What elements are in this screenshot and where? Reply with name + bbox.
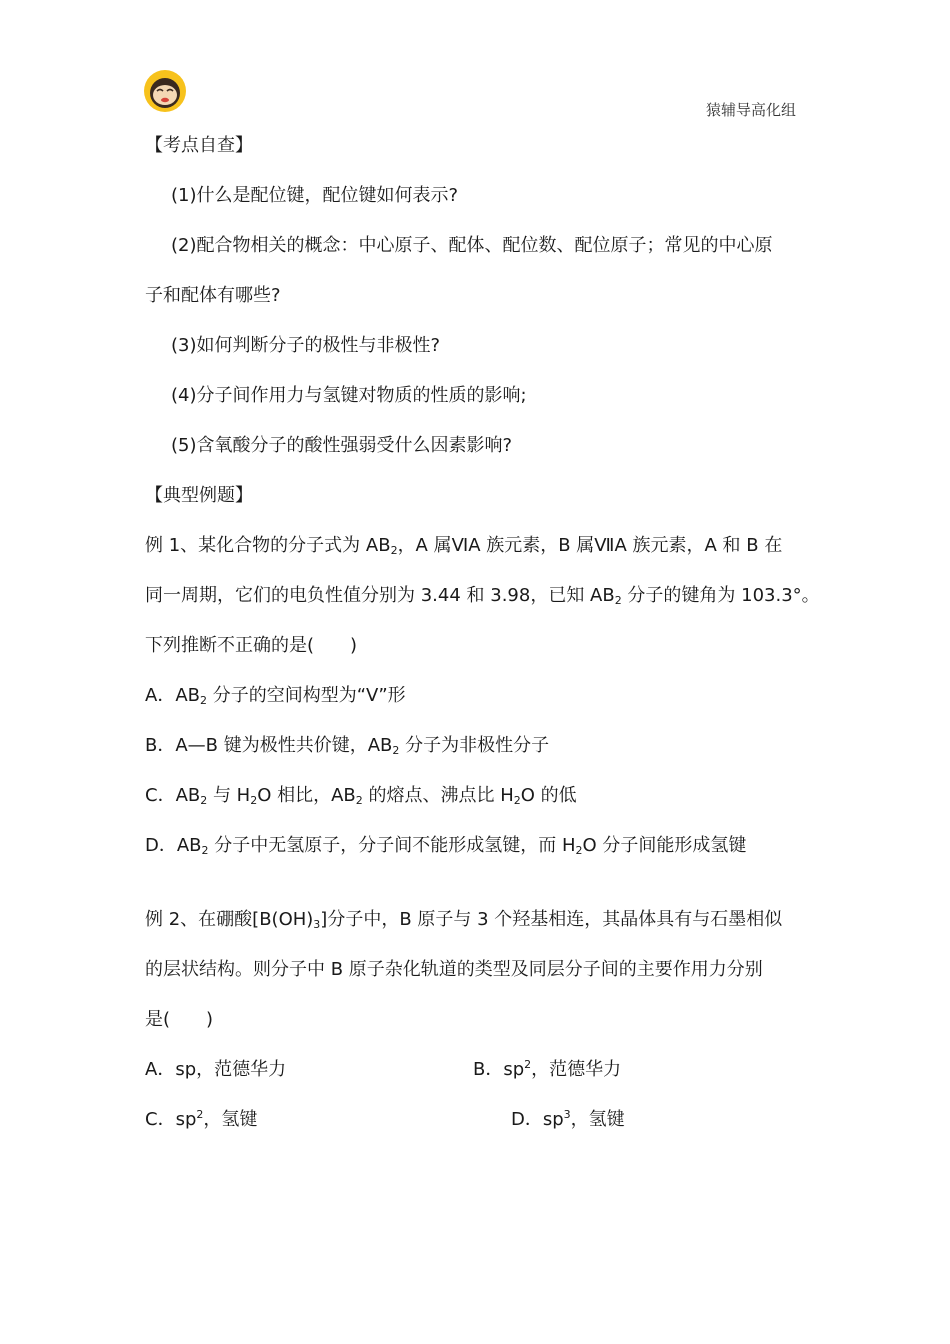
- example2-option-c: C．$sp^2$，氢键: [145, 1108, 258, 1130]
- example2-option-b: B．$sp^2$，范德华力: [473, 1058, 622, 1080]
- example1-line3: 下列推断不正确的是( ): [145, 635, 358, 656]
- example1-option-a: A．$AB_2$ 分子的空间构型为“V”形: [145, 685, 406, 707]
- monkey-logo-icon: [143, 69, 187, 113]
- example2-option-d: D．$sp^3$，氢键: [511, 1108, 625, 1130]
- example1-option-b: B．A—B 键为极性共价键，$AB_2$ 分子为非极性分子: [145, 735, 550, 757]
- example2-option-a: A．sp，范德华力: [145, 1059, 287, 1080]
- header-org-name: 猿辅导高化组: [706, 101, 797, 119]
- review-heading: 【考点自查】: [145, 135, 253, 156]
- example1-line2: 同一周期，它们的电负性值分别为 3.44 和 3.98，已知 $AB_2$ 分子的键角为 103.3°。: [145, 585, 820, 607]
- example2-line1: 例 2、在硼酸$[B(OH)_3]$分子中，B 原子与 3 个羟基相连，其晶体具有与石墨相似: [145, 909, 783, 931]
- review-q3: (3)如何判断分子的极性与非极性?: [171, 335, 441, 356]
- review-q1: (1)什么是配位键，配位键如何表示?: [171, 185, 459, 206]
- review-q2-line2: 子和配体有哪些?: [145, 285, 281, 306]
- examples-heading: 【典型例题】: [145, 485, 253, 506]
- review-q5: (5)含氧酸分子的酸性强弱受什么因素影响?: [171, 435, 513, 456]
- example1-option-d: D．$AB_2$ 分子中无氢原子，分子间不能形成氢键，而 $H_2O$ 分子间能形成氢键: [145, 835, 747, 857]
- example2-line3: 是( ): [145, 1009, 214, 1030]
- review-q2-line1: (2)配合物相关的概念：中心原子、配体、配位数、配位原子；常见的中心原: [171, 235, 773, 256]
- example2-line2: 的层状结构。则分子中 B 原子杂化轨道的类型及同层分子间的主要作用力分别: [145, 959, 763, 980]
- example1-line1: 例 1、某化合物的分子式为 $AB_2$，A 属ⅥA 族元素，B 属ⅦA 族元素，A 和 B 在: [145, 535, 783, 557]
- review-q4: (4)分子间作用力与氢键对物质的性质的影响;: [171, 385, 527, 406]
- example1-option-c: C．$AB_2$ 与 $H_2O$ 相比，$AB_2$ 的熔点、沸点比 $H_2O$ 的低: [145, 785, 577, 807]
